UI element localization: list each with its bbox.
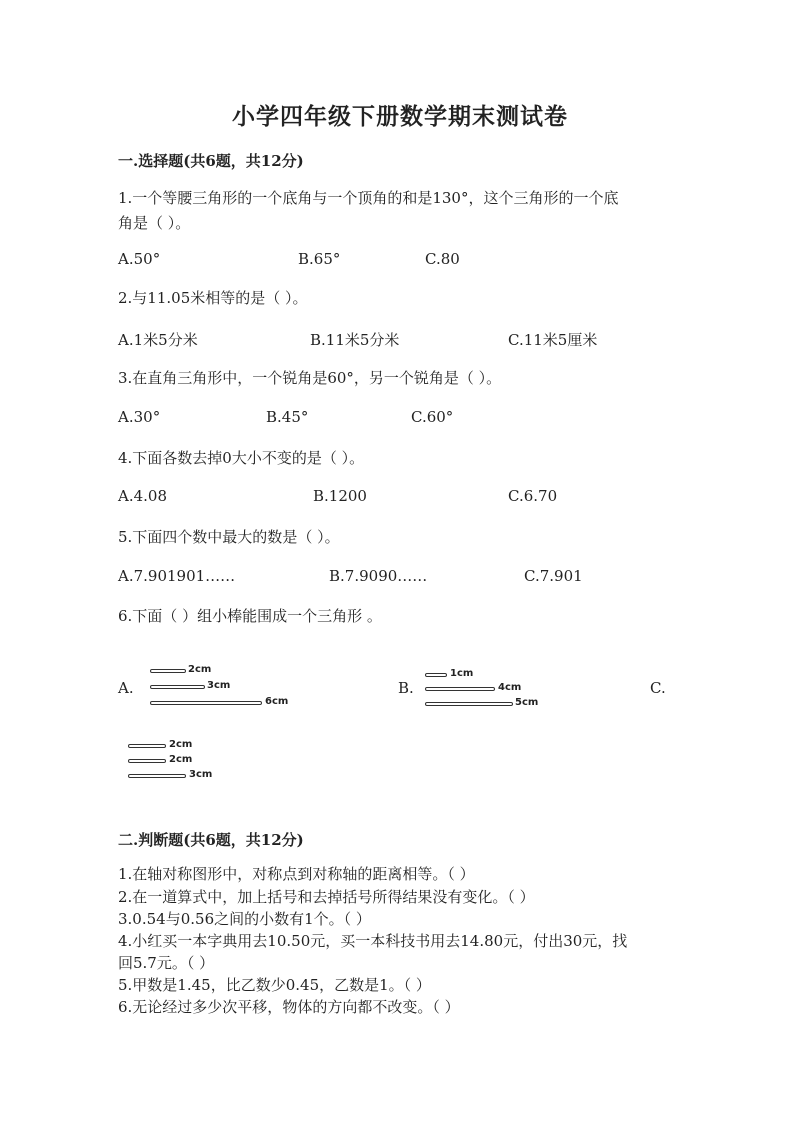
stick-b-3-label: 5cm <box>515 697 539 708</box>
page-title: 小学四年级下册数学期末测试卷 <box>232 103 568 130</box>
q4-option-a: A.4.08 <box>118 487 167 505</box>
q5-option-a: A.7.901901…… <box>118 567 236 585</box>
stick-a-3 <box>150 701 262 705</box>
q1-line2: 角是（ ）。 <box>118 214 191 232</box>
stick-b-2 <box>425 687 495 691</box>
q1-option-c: C.80 <box>425 250 460 268</box>
q4-option-b: B.1200 <box>313 487 367 505</box>
q3-option-c: C.60° <box>411 408 454 426</box>
stick-b-1 <box>425 673 447 677</box>
q2-text: 2.与11.05米相等的是（ ）。 <box>118 289 308 307</box>
stick-c-3 <box>128 774 186 778</box>
q3-option-b: B.45° <box>266 408 309 426</box>
q1-option-b: B.65° <box>298 250 341 268</box>
tf-item-4-line1: 4.小红买一本字典用去10.50元，买一本科技书用去14.80元，付出30元，找 <box>118 932 628 950</box>
tf-item-3: 3.0.54与0.56之间的小数有1个。（ ） <box>118 910 371 928</box>
q4-text: 4.下面各数去掉0大小不变的是（ ）。 <box>118 449 365 467</box>
section-2-heading: 二.判断题(共6题，共12分) <box>118 831 304 849</box>
q5-option-c: C.7.901 <box>524 567 583 585</box>
stick-a-1-label: 2cm <box>188 664 212 675</box>
stick-a-3-label: 6cm <box>265 696 289 707</box>
q3-text: 3.在直角三角形中，一个锐角是60°，另一个锐角是（ ）。 <box>118 369 502 387</box>
q3-option-a: A.30° <box>118 408 161 426</box>
q4-option-c: C.6.70 <box>508 487 558 505</box>
stick-b-2-label: 4cm <box>498 682 522 693</box>
section-1-heading: 一.选择题(共6题，共12分) <box>118 152 304 170</box>
q1-line1: 1.一个等腰三角形的一个底角与一个顶角的和是130°，这个三角形的一个底 <box>118 189 619 207</box>
tf-item-1: 1.在轴对称图形中，对称点到对称轴的距离相等。（ ） <box>118 865 475 883</box>
tf-item-5: 5.甲数是1.45，比乙数少0.45，乙数是1。（ ） <box>118 976 431 994</box>
stick-c-1-label: 2cm <box>169 739 193 750</box>
q2-option-b: B.11米5分米 <box>310 331 400 349</box>
q6-option-a: A. <box>118 679 134 697</box>
tf-item-2: 2.在一道算式中，加上括号和去掉括号所得结果没有变化。（ ） <box>118 888 535 906</box>
stick-c-3-label: 3cm <box>189 769 213 780</box>
stick-c-1 <box>128 744 166 748</box>
q2-option-a: A.1米5分米 <box>118 331 198 349</box>
stick-b-3 <box>425 702 513 706</box>
q1-option-a: A.50° <box>118 250 161 268</box>
q6-option-c: C. <box>650 679 666 697</box>
stick-a-2-label: 3cm <box>207 680 231 691</box>
tf-item-4-line2: 回5.7元。（ ） <box>118 954 215 972</box>
stick-b-1-label: 1cm <box>450 668 474 679</box>
q2-option-c: C.11米5厘米 <box>508 331 598 349</box>
stick-a-1 <box>150 669 186 673</box>
q5-option-b: B.7.9090…… <box>329 567 428 585</box>
stick-c-2-label: 2cm <box>169 754 193 765</box>
stick-a-2 <box>150 685 205 689</box>
q6-text: 6.下面（ ）组小棒能围成一个三角形 。 <box>118 607 382 625</box>
tf-item-6: 6.无论经过多少次平移，物体的方向都不改变。（ ） <box>118 998 460 1016</box>
stick-c-2 <box>128 759 166 763</box>
q5-text: 5.下面四个数中最大的数是（ ）。 <box>118 528 340 546</box>
q6-option-b: B. <box>398 679 414 697</box>
